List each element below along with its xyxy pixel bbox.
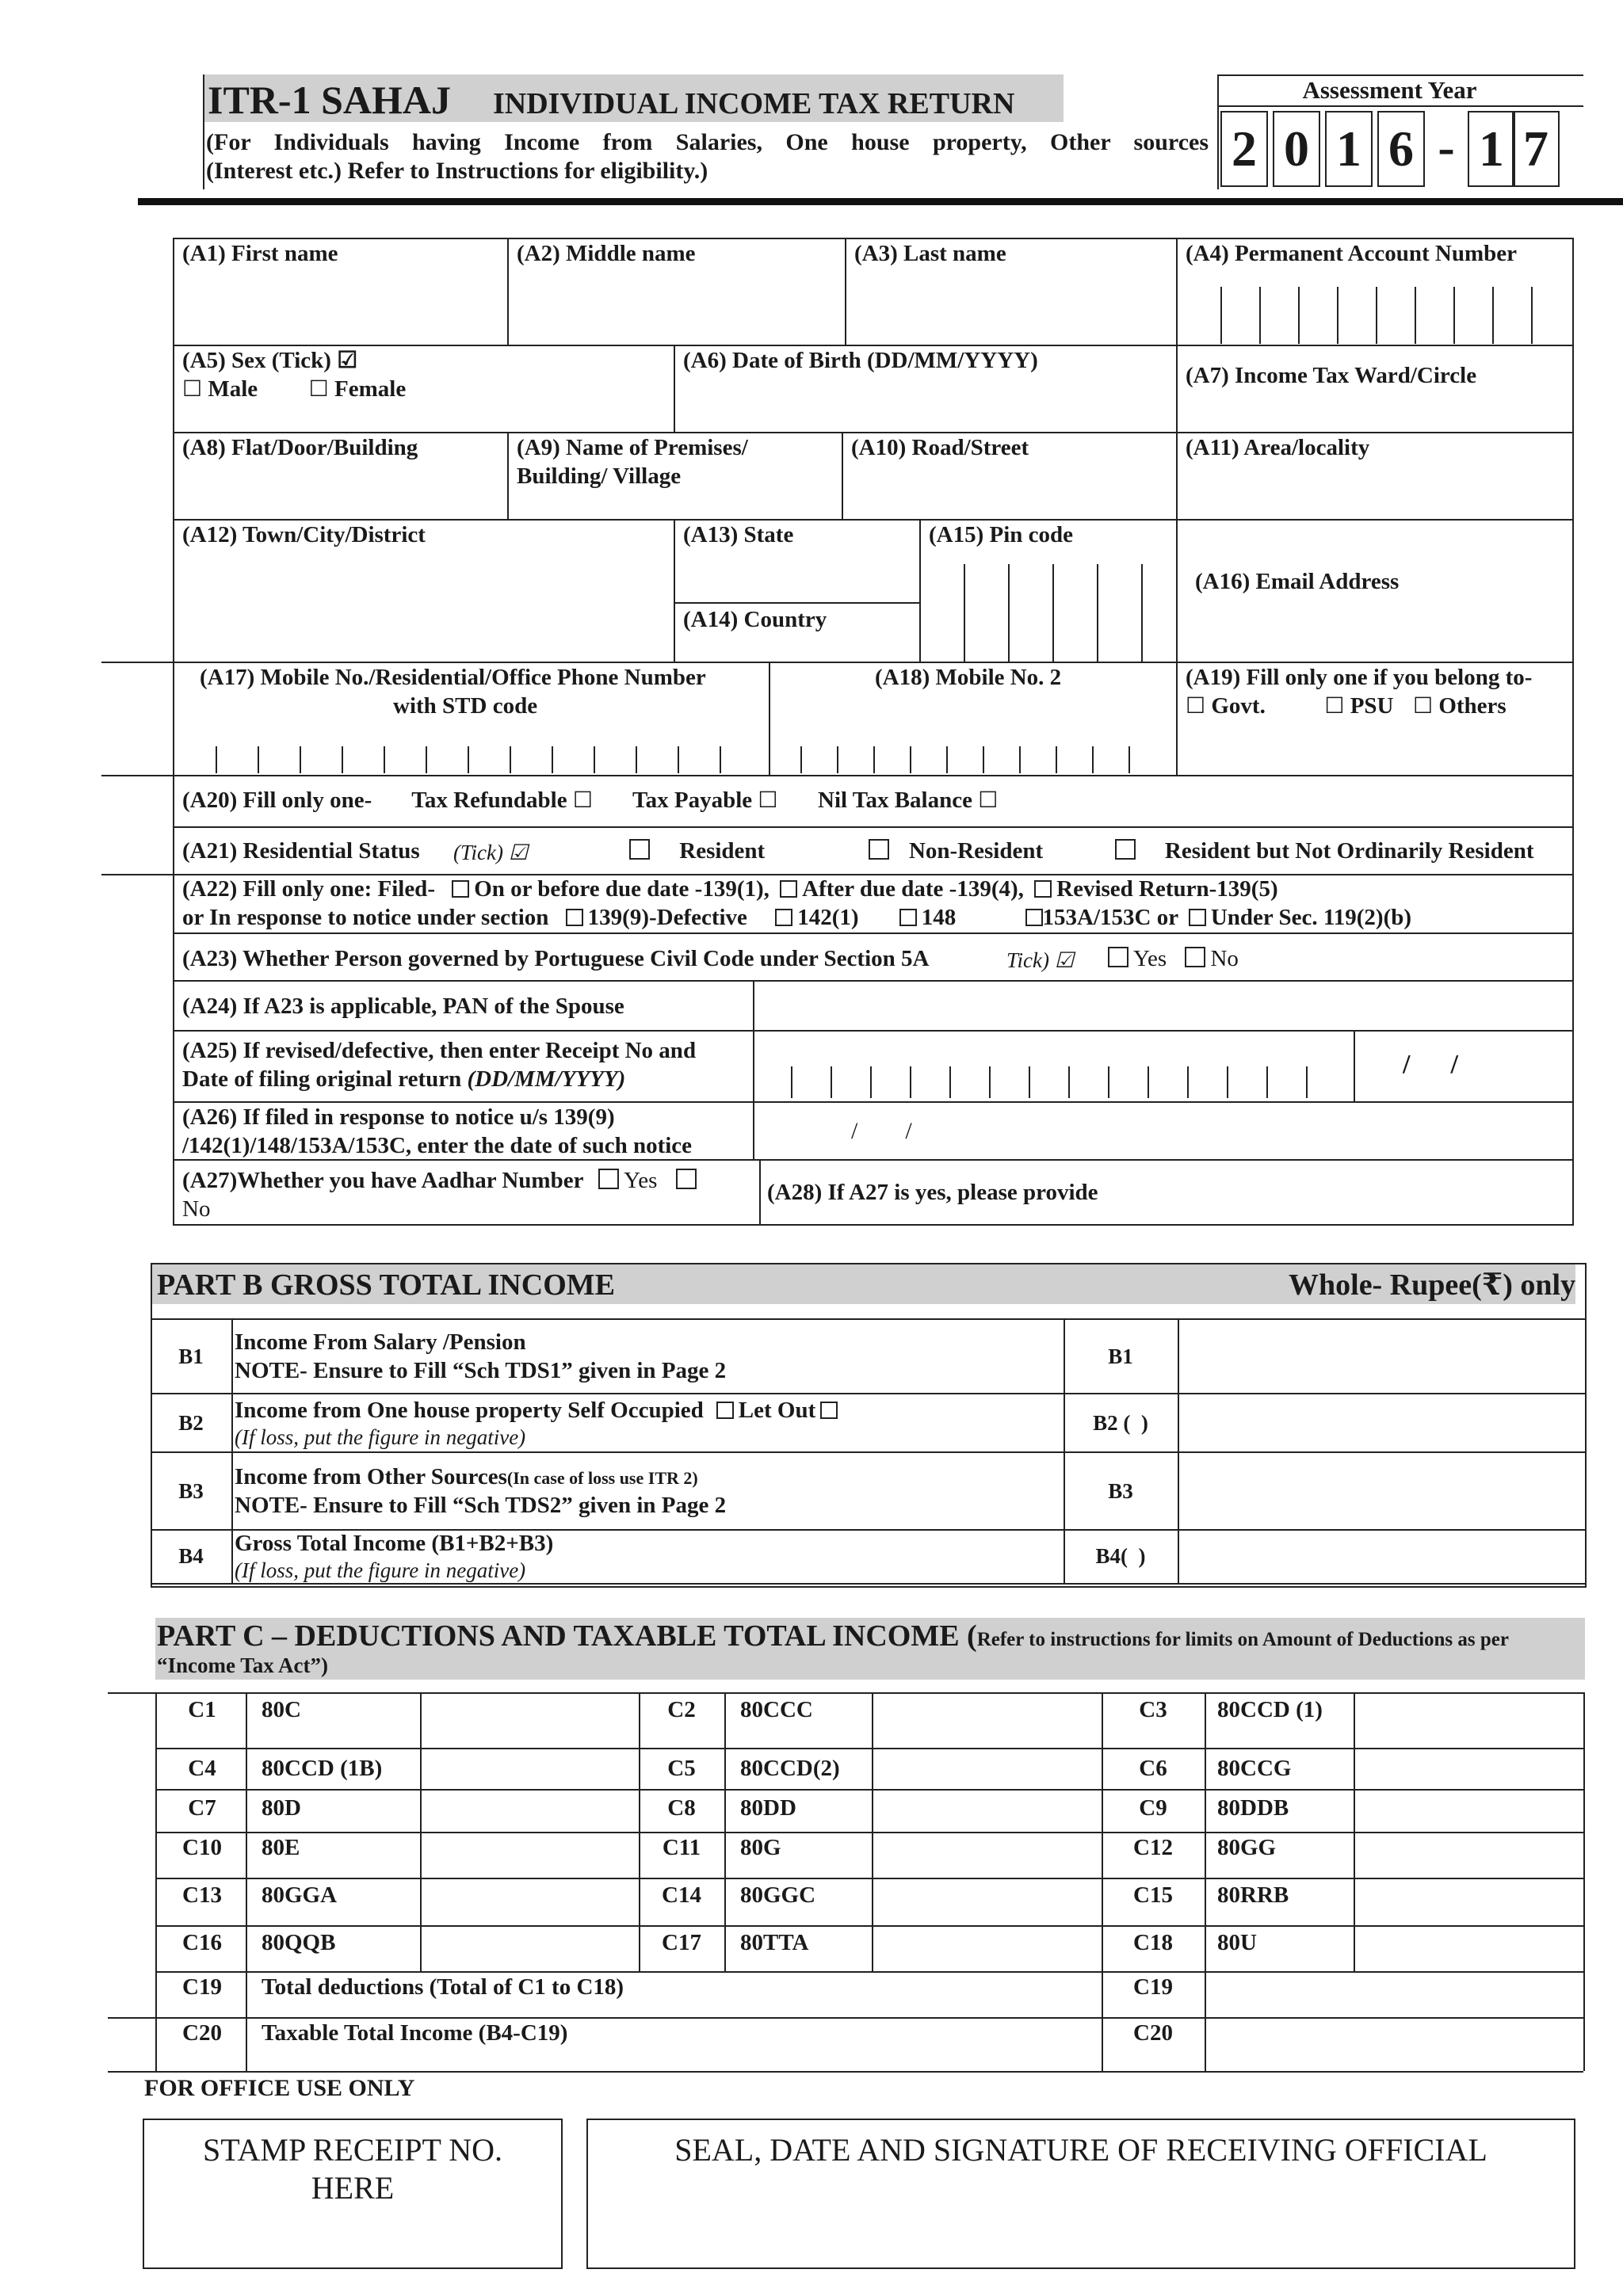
col-divider bbox=[872, 1692, 873, 1971]
notice-date-label: (A26) If filed in response to notice u/s 139(9) bbox=[182, 1104, 615, 1130]
ay-digit: 2 bbox=[1220, 111, 1268, 187]
govt-checkbox[interactable]: ☐ bbox=[1186, 694, 1206, 719]
aadhar-no-checkbox[interactable] bbox=[676, 1169, 697, 1189]
col-divider bbox=[1176, 662, 1178, 775]
b3-label-text: Income from Other Sources bbox=[235, 1464, 507, 1489]
ay-digit: 6 bbox=[1377, 111, 1425, 187]
receipt-date-text: Date of filing original return bbox=[182, 1066, 468, 1092]
psu-label: PSU bbox=[1350, 693, 1394, 719]
phone-digit-tick bbox=[342, 746, 343, 773]
s119-label: Under Sec. 119(2)(b) bbox=[1210, 905, 1412, 930]
govt-label: Govt. bbox=[1211, 693, 1266, 719]
deduction-code: C7 bbox=[188, 1795, 216, 1821]
col-divider bbox=[507, 238, 509, 345]
row-divider bbox=[155, 1832, 1583, 1833]
stamp-receipt-line2: HERE bbox=[311, 2170, 395, 2206]
assessment-year-label: Assessment Year bbox=[1302, 76, 1477, 104]
phone-digit-tick bbox=[384, 746, 385, 773]
receipt-digit-tick bbox=[1266, 1066, 1268, 1098]
portuguese-no-label: No bbox=[1210, 946, 1239, 971]
portuguese-options bbox=[1103, 944, 1239, 973]
belong-to-label: (A19) Fill only one if you belong to- bbox=[1186, 665, 1533, 690]
b1-ref: B1 bbox=[1108, 1344, 1133, 1368]
area-label: (A11) Area/locality bbox=[1186, 435, 1370, 460]
col-divider bbox=[674, 345, 675, 432]
phone-digit-tick bbox=[552, 746, 553, 773]
a20-label: (A20) Fill only one- bbox=[182, 788, 372, 813]
ay-digit: 7 bbox=[1512, 111, 1560, 187]
part-c-title-line2: “Income Tax Act”) bbox=[157, 1653, 328, 1677]
phone-digit-tick bbox=[720, 746, 721, 773]
b4-note: (If loss, put the figure in negative) bbox=[235, 1558, 526, 1582]
b4-label: Gross Total Income (B1+B2+B3) bbox=[235, 1531, 554, 1556]
revised-label: Revised Return-139(5) bbox=[1056, 876, 1278, 902]
ay-digit: 1 bbox=[1468, 111, 1515, 187]
row-divider bbox=[155, 1925, 1583, 1927]
b1-note: NOTE- Ensure to Fill “Sch TDS1” given in Page 2 bbox=[235, 1358, 727, 1383]
receipt-date-format: (DD/MM/YYYY) bbox=[467, 1066, 626, 1092]
aadhar-question bbox=[182, 1166, 701, 1195]
row-divider bbox=[173, 933, 1574, 934]
receipt-digit-tick bbox=[1187, 1066, 1189, 1098]
phone-digit-tick bbox=[300, 746, 301, 773]
receipt-digit-tick bbox=[870, 1066, 872, 1098]
col-divider bbox=[1205, 1692, 1206, 2071]
s142-label: 142(1) bbox=[797, 905, 859, 930]
deduction-code: C8 bbox=[667, 1795, 696, 1821]
row-divider bbox=[151, 1318, 1587, 1320]
pan-digit-tick bbox=[1531, 287, 1533, 344]
phone2-digit-tick bbox=[873, 746, 875, 773]
pan-digit-tick bbox=[1259, 287, 1261, 344]
tax-refundable-checkbox[interactable]: ☐ bbox=[572, 788, 593, 813]
portuguese-tick: Tick) ☑ bbox=[1006, 948, 1074, 972]
col-divider bbox=[842, 432, 843, 519]
deduction-code: C12 bbox=[1133, 1835, 1173, 1860]
s142-checkbox[interactable] bbox=[775, 909, 792, 926]
resident-checkbox[interactable] bbox=[629, 839, 650, 860]
deduction-code: C2 bbox=[667, 1697, 696, 1722]
receipt-date-slashes: / / bbox=[1403, 1050, 1458, 1079]
c19-ref: C19 bbox=[1133, 1974, 1173, 2000]
phone2-digit-tick bbox=[910, 746, 911, 773]
b2-label-text: Income from One house property Self Occupied bbox=[235, 1398, 704, 1423]
stamp-receipt-line1: STAMP RECEIPT NO. bbox=[203, 2132, 502, 2168]
b1-label: Income From Salary /Pension bbox=[235, 1329, 526, 1355]
aadhar-label: (A27)Whether you have Aadhar Number bbox=[182, 1168, 583, 1193]
mobile-label-2: with STD code bbox=[393, 693, 538, 719]
header-ay-mid-border bbox=[1217, 105, 1583, 107]
sex-options bbox=[182, 375, 406, 404]
sex-label: (A5) Sex (Tick) ☑ bbox=[182, 348, 358, 373]
aadhar-yes-label: Yes bbox=[624, 1168, 658, 1193]
let-out-checkbox[interactable] bbox=[820, 1402, 838, 1419]
country-label: (A14) Country bbox=[683, 607, 827, 632]
deduction-code: C13 bbox=[182, 1882, 222, 1908]
form-code: ITR-1 SAHAJ bbox=[208, 78, 451, 122]
defective-label: 139(9)-Defective bbox=[587, 905, 747, 930]
col-divider bbox=[231, 1318, 233, 1583]
let-out-label: Let Out bbox=[738, 1398, 816, 1423]
deduction-code: C17 bbox=[662, 1930, 701, 1955]
form-subtitle-line1: (For Individuals having Income from Salaries, One house property, Other sources bbox=[206, 129, 1209, 155]
deduction-code: C11 bbox=[662, 1835, 701, 1860]
nil-tax-label: Nil Tax Balance bbox=[818, 788, 972, 813]
a22-line2 bbox=[182, 903, 1411, 932]
b2-note: (If loss, put the figure in negative) bbox=[235, 1425, 526, 1449]
pan-digit-tick bbox=[1337, 287, 1338, 344]
deduction-code: C16 bbox=[182, 1930, 222, 1955]
revised-checkbox[interactable] bbox=[1034, 880, 1052, 898]
row-divider bbox=[151, 1451, 1587, 1453]
a20-row bbox=[182, 786, 998, 815]
receipt-digit-tick bbox=[1227, 1066, 1228, 1098]
deduction-section: 80GGA bbox=[262, 1882, 338, 1908]
deduction-section: 80G bbox=[740, 1835, 781, 1860]
deduction-section: 80CCD (1B) bbox=[262, 1756, 383, 1781]
female-label: Female bbox=[334, 376, 407, 402]
c20-label: Taxable Total Income (B4-C19) bbox=[262, 2020, 568, 2046]
row-divider bbox=[108, 1692, 1583, 1694]
phone2-digit-tick bbox=[983, 746, 984, 773]
portuguese-yes-checkbox[interactable] bbox=[1108, 947, 1128, 967]
part-c-right-border bbox=[1583, 1692, 1585, 2071]
deduction-section: 80CCG bbox=[1217, 1756, 1292, 1781]
deduction-code: C18 bbox=[1133, 1930, 1173, 1955]
col-divider bbox=[420, 1692, 422, 1971]
pan-digit-tick bbox=[1376, 287, 1377, 344]
deduction-section: 80RRB bbox=[1217, 1882, 1289, 1908]
psu-checkbox[interactable]: ☐ bbox=[1324, 694, 1345, 719]
col-divider bbox=[1354, 1030, 1355, 1101]
pin-digit-tick bbox=[1141, 564, 1143, 662]
b3-ref: B3 bbox=[1108, 1479, 1133, 1503]
middle-name-label: (A2) Middle name bbox=[517, 241, 696, 266]
phone-digit-tick bbox=[510, 746, 511, 773]
female-checkbox[interactable]: ☐ bbox=[308, 377, 329, 402]
defective-checkbox[interactable] bbox=[566, 909, 583, 926]
phone2-digit-tick bbox=[800, 746, 802, 773]
ay-digit: 1 bbox=[1325, 111, 1373, 187]
deduction-code: C9 bbox=[1139, 1795, 1167, 1821]
col-divider bbox=[919, 519, 921, 662]
notice-date-slashes: / / bbox=[851, 1118, 912, 1144]
part-b-title: PART B GROSS TOTAL INCOME bbox=[157, 1268, 615, 1302]
receipt-digit-tick bbox=[1108, 1066, 1109, 1098]
tax-refundable-label: Tax Refundable bbox=[411, 788, 567, 813]
aadhar-yes-checkbox[interactable] bbox=[598, 1169, 619, 1189]
row-divider bbox=[151, 1393, 1587, 1394]
phone-digit-tick bbox=[468, 746, 469, 773]
receipt-digit-tick bbox=[791, 1066, 792, 1098]
c19-label: Total deductions (Total of C1 to C18) bbox=[262, 1974, 624, 2000]
state-label: (A13) State bbox=[683, 522, 794, 547]
deduction-code: C10 bbox=[182, 1835, 222, 1860]
form-subtitle-line2: (Interest etc.) Refer to Instructions for eligibility.) bbox=[206, 158, 708, 184]
stamp-receipt-label bbox=[143, 2131, 563, 2207]
col-divider bbox=[753, 980, 754, 1159]
receipt-date-label bbox=[182, 1065, 625, 1093]
row-divider bbox=[155, 1748, 1583, 1749]
phone-digit-tick bbox=[216, 746, 217, 773]
receipt-digit-tick bbox=[1068, 1066, 1070, 1098]
deduction-section: 80GGC bbox=[740, 1882, 816, 1908]
row-divider bbox=[173, 980, 1574, 982]
portuguese-code-label: (A23) Whether Person governed by Portuguese Civil Code under Section 5A bbox=[182, 946, 930, 971]
nil-tax-checkbox[interactable]: ☐ bbox=[978, 788, 999, 813]
spouse-pan-label: (A24) If A23 is applicable, PAN of the Spouse bbox=[182, 994, 624, 1019]
phone-digit-tick bbox=[594, 746, 595, 773]
others-label: Others bbox=[1438, 693, 1507, 719]
first-name-label: (A1) First name bbox=[182, 241, 338, 266]
self-occupied-checkbox[interactable] bbox=[716, 1402, 734, 1419]
pan-digit-tick bbox=[1453, 287, 1455, 344]
mobile-label: (A17) Mobile No./Residential/Office Phone Number bbox=[200, 665, 706, 690]
mobile2-label: (A18) Mobile No. 2 bbox=[875, 665, 1062, 690]
col-divider bbox=[507, 432, 509, 519]
form-title: INDIVIDUAL INCOME TAX RETURN bbox=[493, 87, 1015, 120]
residential-status-tick: (Tick) ☑ bbox=[453, 841, 528, 864]
deduction-code: C6 bbox=[1139, 1756, 1167, 1781]
phone2-digit-tick bbox=[1092, 746, 1094, 773]
email-label: (A16) Email Address bbox=[1195, 569, 1400, 594]
resident-label: Resident bbox=[679, 838, 766, 864]
deduction-section: 80CCD (1) bbox=[1217, 1697, 1323, 1722]
pin-digit-tick bbox=[1097, 564, 1098, 662]
male-checkbox[interactable]: ☐ bbox=[182, 377, 203, 402]
premises-label-2: Building/ Village bbox=[517, 463, 682, 489]
phone-digit-tick bbox=[258, 746, 259, 773]
phone2-digit-tick bbox=[1128, 746, 1130, 773]
seal-signature-label: SEAL, DATE AND SIGNATURE OF RECEIVING OFFICIAL bbox=[674, 2132, 1487, 2168]
non-resident-checkbox[interactable] bbox=[869, 839, 889, 860]
ay-digit: 0 bbox=[1273, 111, 1320, 187]
c20-ref: C20 bbox=[1133, 2020, 1173, 2046]
phone-digit-tick bbox=[678, 746, 679, 773]
header-left-border bbox=[203, 74, 204, 189]
road-label: (A10) Road/Street bbox=[851, 435, 1029, 460]
b3-label bbox=[235, 1463, 698, 1493]
dob-label: (A6) Date of Birth (DD/MM/YYYY) bbox=[683, 348, 1038, 373]
notice-date-label-2: /142(1)/148/153A/153C, enter the date of such notice bbox=[182, 1133, 693, 1158]
deduction-code: C4 bbox=[188, 1756, 216, 1781]
row-divider bbox=[155, 1878, 1583, 1879]
col-divider bbox=[724, 1692, 726, 1971]
belong-to-options bbox=[1186, 692, 1507, 721]
deduction-section: 80GG bbox=[1217, 1835, 1277, 1860]
pincode-label: (A15) Pin code bbox=[929, 522, 1074, 547]
rnor-checkbox[interactable] bbox=[1115, 839, 1136, 860]
receipt-digit-tick bbox=[949, 1066, 951, 1098]
col-divider bbox=[1176, 238, 1178, 662]
s148-label: 148 bbox=[921, 905, 957, 930]
portuguese-no-checkbox[interactable] bbox=[1185, 947, 1205, 967]
phone-digit-tick bbox=[636, 746, 637, 773]
b2-label bbox=[235, 1396, 842, 1425]
deduction-code: C14 bbox=[662, 1882, 701, 1908]
a22-line1 bbox=[182, 875, 1278, 903]
pin-digit-tick bbox=[964, 564, 965, 662]
pan-digit-tick bbox=[1492, 287, 1494, 344]
tax-payable-label: Tax Payable bbox=[632, 788, 753, 813]
a22-label: (A22) Fill only one: Filed- bbox=[182, 876, 435, 902]
col-divider bbox=[845, 238, 846, 345]
deduction-section: 80D bbox=[262, 1795, 301, 1821]
row-divider bbox=[173, 1030, 1574, 1032]
b2-ref: B2 ( ) bbox=[1093, 1411, 1148, 1435]
b4-ref: B4( ) bbox=[1095, 1544, 1146, 1568]
part-c-title bbox=[157, 1618, 1509, 1658]
others-checkbox[interactable]: ☐ bbox=[1412, 694, 1434, 719]
phone-digit-tick bbox=[426, 746, 427, 773]
b1-code: B1 bbox=[178, 1344, 204, 1368]
deduction-section: 80DDB bbox=[1217, 1795, 1289, 1821]
row-divider bbox=[101, 775, 1574, 776]
male-label: Male bbox=[208, 376, 258, 402]
deduction-section: 80TTA bbox=[740, 1930, 809, 1955]
portuguese-yes-label: Yes bbox=[1133, 946, 1167, 971]
deduction-section: 80DD bbox=[740, 1795, 796, 1821]
deduction-section: 80C bbox=[262, 1697, 301, 1722]
phone2-digit-tick bbox=[1056, 746, 1057, 773]
pin-digit-tick bbox=[1052, 564, 1054, 662]
pan-label: (A4) Permanent Account Number bbox=[1186, 241, 1518, 266]
col-divider bbox=[674, 519, 675, 662]
receipt-digit-tick bbox=[831, 1066, 832, 1098]
row-divider bbox=[674, 602, 919, 604]
receipt-digit-tick bbox=[1306, 1066, 1308, 1098]
pan-digit-tick bbox=[1298, 287, 1300, 344]
c19-code: C19 bbox=[182, 1974, 222, 2000]
header-rule bbox=[138, 198, 1623, 205]
deduction-section: 80U bbox=[1217, 1930, 1257, 1955]
pan-digit-tick bbox=[1415, 287, 1416, 344]
late-label: After due date -139(4), bbox=[802, 876, 1024, 902]
deduction-code: C5 bbox=[667, 1756, 696, 1781]
s119-checkbox[interactable] bbox=[1189, 909, 1206, 926]
flat-label: (A8) Flat/Door/Building bbox=[182, 435, 418, 460]
col-divider bbox=[246, 1692, 247, 2071]
deduction-section: 80CCC bbox=[740, 1697, 813, 1722]
deduction-section: 80E bbox=[262, 1835, 300, 1860]
s148-checkbox[interactable] bbox=[899, 909, 917, 926]
town-label: (A12) Town/City/District bbox=[182, 522, 426, 547]
part-c-title-text: PART C – DEDUCTIONS AND TAXABLE TOTAL INCOME ( bbox=[157, 1619, 977, 1653]
phone2-digit-tick bbox=[1019, 746, 1021, 773]
part-c-title-note: Refer to instructions for limits on Amount of Deductions as per bbox=[976, 1629, 1509, 1650]
ontime-checkbox[interactable] bbox=[452, 880, 469, 898]
ay-dash: - bbox=[1438, 119, 1455, 175]
pan-digit-tick bbox=[1220, 287, 1222, 344]
b3-note: NOTE- Ensure to Fill “Sch TDS2” given in Page 2 bbox=[235, 1493, 727, 1518]
residential-status-label: (A21) Residential Status bbox=[182, 838, 420, 864]
b3-code: B3 bbox=[178, 1479, 204, 1503]
col-divider bbox=[769, 662, 770, 775]
aadhar-provide-label: (A28) If A27 is yes, please provide bbox=[767, 1180, 1098, 1205]
deduction-code: C1 bbox=[188, 1697, 216, 1722]
receipt-digit-tick bbox=[1029, 1066, 1030, 1098]
receipt-digit-tick bbox=[989, 1066, 991, 1098]
col-divider bbox=[759, 1159, 761, 1226]
receipt-label: (A25) If revised/defective, then enter Receipt No and bbox=[182, 1038, 697, 1063]
rnor-label: Resident but Not Ordinarily Resident bbox=[1164, 838, 1534, 864]
deduction-code: C15 bbox=[1133, 1882, 1173, 1908]
b2-code: B2 bbox=[178, 1411, 204, 1435]
col-divider bbox=[1178, 1318, 1179, 1583]
part-b-unit: Whole- Rupee(₹) only bbox=[1289, 1268, 1576, 1302]
deduction-section: 80CCD(2) bbox=[740, 1756, 840, 1781]
phone2-digit-tick bbox=[946, 746, 948, 773]
phone2-digit-tick bbox=[837, 746, 838, 773]
receipt-digit-tick bbox=[910, 1066, 911, 1098]
col-divider bbox=[1354, 1692, 1355, 1971]
aadhar-no-label: No bbox=[182, 1196, 211, 1222]
s153-checkbox[interactable] bbox=[1025, 909, 1043, 926]
pin-digit-tick bbox=[1008, 564, 1010, 662]
row-divider bbox=[108, 2071, 1583, 2073]
c20-code: C20 bbox=[182, 2020, 222, 2046]
last-name-label: (A3) Last name bbox=[854, 241, 1006, 266]
premises-label: (A9) Name of Premises/ bbox=[517, 435, 748, 460]
late-checkbox[interactable] bbox=[780, 880, 797, 898]
deduction-section: 80QQB bbox=[262, 1930, 336, 1955]
ward-label: (A7) Income Tax Ward/Circle bbox=[1186, 363, 1477, 388]
deduction-code: C3 bbox=[1139, 1697, 1167, 1722]
b4-code: B4 bbox=[178, 1544, 204, 1568]
office-use-title: FOR OFFICE USE ONLY bbox=[144, 2075, 415, 2101]
row-divider bbox=[155, 1789, 1583, 1791]
tax-payable-checkbox[interactable]: ☐ bbox=[758, 788, 778, 813]
ontime-label: On or before due date -139(1), bbox=[474, 876, 769, 902]
s153-label: 153A/153C or bbox=[1042, 905, 1178, 930]
b3-label-small: (In case of loss use ITR 2) bbox=[506, 1468, 698, 1488]
receipt-digit-tick bbox=[1148, 1066, 1149, 1098]
row-divider bbox=[173, 826, 1574, 828]
a22-notice-label: or In response to notice under section bbox=[182, 905, 549, 930]
residential-options bbox=[624, 837, 1534, 865]
non-resident-label: Non-Resident bbox=[908, 838, 1044, 864]
